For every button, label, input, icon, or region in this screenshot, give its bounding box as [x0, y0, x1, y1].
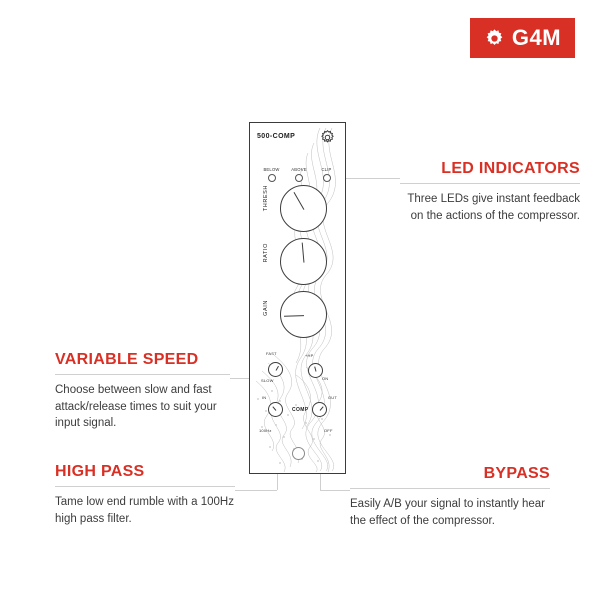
callout-variable-speed-body: Choose between slow and fast attack/release times to suit your input signal.: [55, 384, 217, 430]
knob-gain-label: GAIN: [263, 300, 269, 316]
compressor-module: [249, 122, 346, 474]
in-label: IN: [262, 395, 267, 400]
logo-text: G4M: [511, 25, 562, 50]
led-clip-label: CLIP: [321, 167, 332, 172]
callout-led-title: LED INDICATORS: [441, 160, 580, 177]
led-clip: [313, 167, 340, 182]
callout-high-pass-rule: [55, 486, 235, 487]
leader-line-led: [346, 178, 400, 179]
slow-label: SLOW: [261, 378, 274, 383]
callout-variable-speed: [55, 351, 230, 432]
fast-label: FAST: [266, 351, 277, 356]
on-label: ON: [322, 376, 329, 381]
out-switch-pointer: [319, 406, 323, 411]
knob-gain[interactable]: [280, 291, 327, 338]
callout-bypass: [350, 465, 550, 529]
callout-high-pass: [55, 463, 235, 527]
comp-label: COMP: [292, 407, 309, 413]
led-above: [286, 167, 313, 182]
callout-variable-speed-title: VARIABLE SPEED: [55, 351, 199, 368]
speed-switch-pointer: [275, 365, 279, 370]
callout-high-pass-title: HIGH PASS: [55, 463, 145, 480]
speed-switch[interactable]: [268, 362, 283, 377]
knob-thresh-label: THRESH: [263, 185, 269, 212]
highpass-switch[interactable]: [308, 363, 323, 378]
callout-led-indicators: [400, 160, 580, 224]
callout-bypass-body: Easily A/B your signal to instantly hear the effect of the compressor.: [350, 498, 545, 527]
callout-bypass-rule: [350, 488, 550, 489]
led-below-dot: [268, 174, 276, 182]
callout-bypass-title: BYPASS: [483, 465, 550, 482]
out-switch[interactable]: [312, 402, 327, 417]
knob-ratio-pointer: [301, 242, 304, 262]
module-faceplate: [250, 123, 345, 473]
off-label: OFF: [324, 428, 333, 433]
highpass-switch-pointer: [314, 366, 316, 372]
knob-ratio-label: RATIO: [263, 243, 269, 263]
gear-icon: [319, 129, 336, 146]
callout-led-body: Three LEDs give instant feedback on the actions of the compressor.: [407, 193, 580, 222]
led-indicator-row: [258, 167, 340, 182]
bypass-switch[interactable]: [268, 402, 283, 417]
bypass-switch-pointer: [272, 406, 276, 411]
led-below: [258, 167, 285, 182]
knob-thresh[interactable]: [280, 185, 327, 232]
hp-label: +HP: [305, 353, 314, 358]
hz100-label: 100Hz: [259, 428, 272, 433]
led-clip-dot: [323, 174, 331, 182]
callout-led-rule: [400, 183, 580, 184]
led-above-label: ABOVE: [291, 167, 307, 172]
gear-icon: [484, 28, 505, 49]
out-label: OUT: [328, 395, 338, 400]
knob-gain-pointer: [283, 315, 303, 317]
callout-high-pass-body: Tame low end rumble with a 100Hz high pass filter.: [55, 496, 234, 525]
knob-thresh-pointer: [293, 191, 304, 209]
knob-ratio[interactable]: [280, 238, 327, 285]
led-below-label: BELOW: [263, 167, 280, 172]
module-brand-label: 500-COMP: [257, 133, 296, 140]
callout-variable-speed-rule: [55, 374, 230, 375]
mounting-screw: [292, 447, 305, 460]
leader-line-highpass: [235, 490, 277, 491]
brand-logo: [470, 18, 575, 58]
led-above-dot: [295, 174, 303, 182]
leader-line-bypass: [320, 490, 350, 491]
